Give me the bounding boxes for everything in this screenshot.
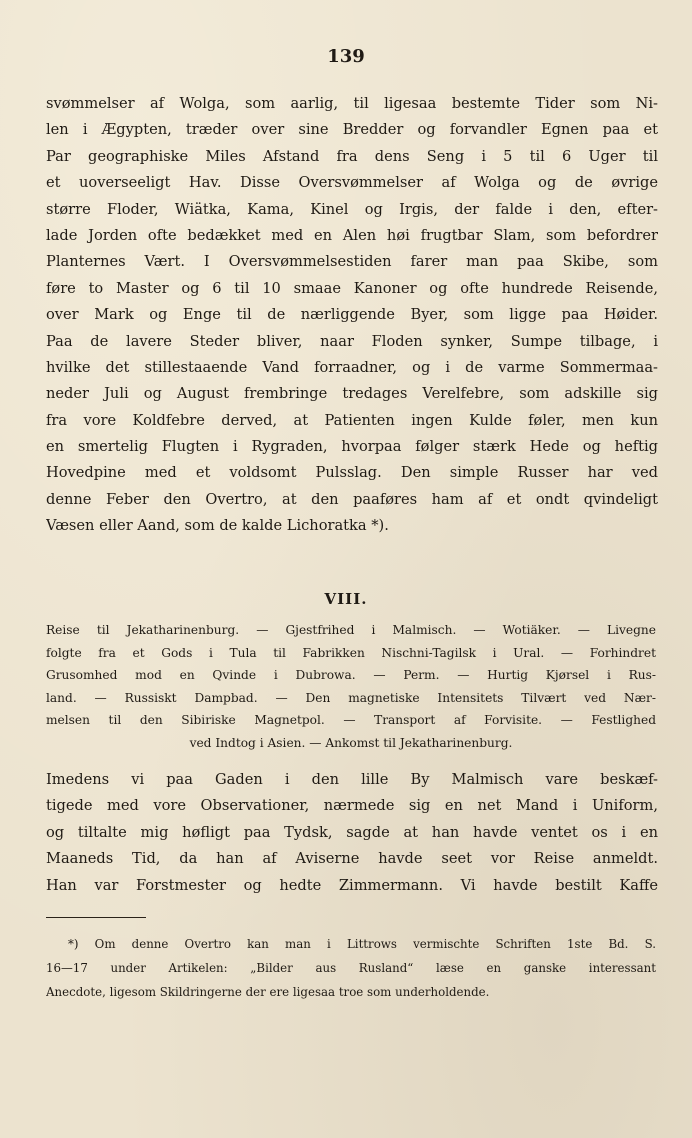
- text-line: Maaneds Tid, da han af Aviserne havde seet vor Reise anmeldt.: [46, 850, 658, 868]
- text-line: Par geographiske Miles Afstand fra dens Seng i 5 til 6 Uger til: [46, 147, 658, 165]
- page-number: 139: [327, 46, 365, 67]
- summary-line: Reise til Jekatharinenburg. — Gjestfrihed i Malmisch. — Wotiäker. — Livegne: [46, 623, 656, 637]
- summary-line: Grusomhed mod en Qvinde i Dubrowa. — Perm. — Hurtig Kjørsel i Rus-: [46, 668, 656, 682]
- text-line: lade Jorden ofte bedækket med en Alen høi frugtbar Slam, som befordrer: [46, 226, 658, 244]
- text-line: og tiltalte mig høfligt paa Tydsk, sagde at han havde ventet os i en: [46, 823, 658, 841]
- text-line: større Floder, Wiätka, Kama, Kinel og Irgis, der falde i den, efter-: [46, 200, 658, 218]
- footnote-line: *) Om denne Overtro kan man i Littrows vermischte Schriften 1ste Bd. S.: [68, 937, 656, 951]
- text-line: Paa de lavere Steder bliver, naar Floden synker, Sumpe tilbage, i: [46, 332, 658, 350]
- chapter-summary: [46, 619, 656, 754]
- text-line: fra vore Koldfebre derved, at Patienten ingen Kulde føler, men kun: [46, 411, 658, 429]
- summary-line: land. — Russiskt Dampbad. — Den magnetiske Intensitets Tilvært ved Nær-: [46, 690, 656, 705]
- text-line: len i Ægypten, træder over sine Bredder og forvandler Egnen paa et: [46, 121, 658, 139]
- chapter-heading: VIII.: [324, 590, 368, 608]
- text-line: tigede med vore Observationer, nærmede sig en net Mand i Uniform,: [46, 797, 658, 815]
- text-line: denne Feber den Overtro, at den paaføres ham af et ondt qvindeligt: [46, 490, 658, 508]
- text-line: Han var Forstmester og hedte Zimmermann. Vi havde bestilt Kaffe: [46, 876, 658, 894]
- summary-line: ved Indtog i Asien. — Ankomst til Jekatharinenburg.: [189, 735, 513, 750]
- text-line: Imedens vi paa Gaden i den lille By Malmisch vare beskæf-: [46, 771, 658, 788]
- footnote-line: 16—17 under Artikelen: „Bilder aus Rusland“ læse en ganske interessant: [46, 961, 656, 975]
- text-line: en smertelig Flugten i Rygraden, hvorpaa følger stærk Hede og heftig: [46, 438, 658, 456]
- text-line: Væsen eller Aand, som de kalde Lichoratka *).: [46, 517, 389, 535]
- text-line: neder Juli og August frembringe tredages Verelfebre, som adskille sig: [46, 385, 658, 403]
- body-paragraph: [46, 91, 658, 540]
- chapter-body-paragraph: [46, 767, 658, 899]
- summary-line: melsen til den Sibiriske Magnetpol. — Transport af Forvisite. — Festlighed: [46, 713, 656, 727]
- footnote: [46, 932, 656, 1004]
- text-line: føre to Master og 6 til 10 smaae Kanoner og ofte hundrede Reisende,: [46, 279, 658, 297]
- text-line: et uoverseeligt Hav. Disse Oversvømmelser af Wolga og de øvrige: [46, 174, 658, 192]
- footnote-rule: [46, 917, 146, 918]
- text-line: Planternes Vært. I Oversvømmelsestiden farer man paa Skibe, som: [46, 253, 658, 271]
- summary-line: folgte fra et Gods i Tula til Fabrikken Nischni-Tagilsk i Ural. — Forhindret: [46, 645, 656, 660]
- text-line: Hovedpine med et voldsomt Pulsslag. Den simple Russer har ved: [46, 464, 658, 482]
- text-line: over Mark og Enge til de nærliggende Byer, som ligge paa Høider.: [46, 306, 658, 324]
- text-line: svømmelser af Wolga, som aarlig, til ligesaa bestemte Tider som Ni-: [46, 95, 658, 112]
- footnote-line: Anecdote, ligesom Skildringerne der ere ligesaa troe som underholdende.: [46, 985, 490, 999]
- text-line: hvilke det stillestaaende Vand forraadner, og i de varme Sommermaa-: [46, 358, 658, 376]
